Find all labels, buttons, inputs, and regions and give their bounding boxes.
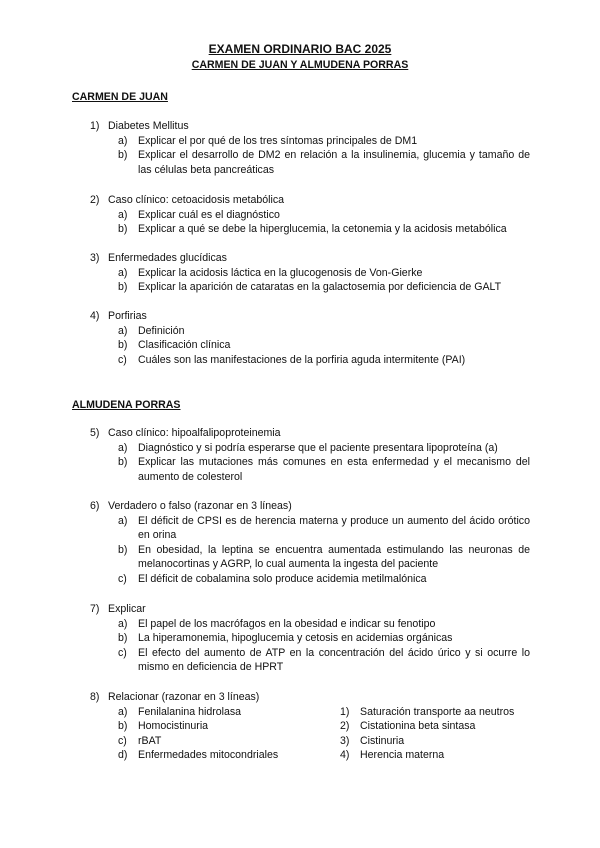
question-title: Explicar	[108, 603, 146, 615]
item-text: Homocistinuria	[138, 720, 209, 733]
item-letter: a)	[118, 208, 128, 221]
item-text: Definición	[138, 324, 185, 337]
item-letter: c)	[118, 572, 127, 585]
item-text: Explicar la aparición de cataratas en la galactosemia por deficiencia de GALT	[138, 281, 502, 294]
list-item	[118, 543, 530, 572]
section-almudena-porras: ALMUDENA PORRAS	[72, 399, 181, 411]
section-carmen-de-juan: CARMEN DE JUAN	[72, 91, 168, 103]
item-letter: b)	[118, 149, 128, 162]
exam-subtitle: CARMEN DE JUAN Y ALMUDENA PORRAS	[191, 59, 409, 71]
list-item	[118, 280, 530, 295]
list-item	[118, 148, 530, 177]
question-5	[90, 426, 530, 484]
item-number: 2)	[340, 720, 350, 733]
question-8	[90, 690, 530, 763]
item-letter: c)	[118, 353, 127, 366]
item-text: Cistationina beta sintasa	[360, 720, 476, 733]
question-6	[90, 499, 530, 587]
list-item	[340, 705, 530, 720]
list-item	[340, 748, 530, 763]
list-item	[118, 441, 530, 456]
item-text: Explicar la acidosis láctica en la glucogenosis de Von-Gierke	[138, 266, 423, 279]
item-text: Diagnóstico y si podría esperarse que el paciente presentara lipoproteína (a)	[138, 441, 498, 454]
item-letter: b)	[118, 543, 128, 556]
item-text: El efecto del aumento de ATP en la concentración del ácido úrico y si ocurre lo mismo en deficiencia de HPRT	[138, 646, 530, 674]
list-item	[118, 572, 530, 587]
item-text: Explicar cuál es el diagnóstico	[138, 208, 280, 221]
question-number: 4)	[90, 310, 100, 322]
question-number: 5)	[90, 427, 100, 439]
item-letter: d)	[118, 749, 128, 762]
item-text: Explicar el por qué de los tres síntomas principales de DM1	[138, 134, 418, 147]
list-item	[118, 734, 340, 749]
list-item	[118, 266, 530, 281]
list-item	[118, 222, 530, 237]
item-letter: c)	[118, 734, 127, 747]
list-item	[118, 705, 340, 720]
item-letter: b)	[118, 339, 128, 352]
item-letter: c)	[118, 646, 127, 659]
question-number: 1)	[90, 120, 100, 132]
list-item	[118, 455, 530, 484]
item-letter: a)	[118, 266, 128, 279]
item-text: La hiperamonemia, hipoglucemia y cetosis en acidemias orgánicas	[138, 632, 453, 645]
question-7	[90, 602, 530, 675]
item-letter: a)	[118, 514, 128, 527]
item-letter: b)	[118, 456, 128, 469]
matching-left-column	[118, 705, 340, 763]
item-text: rBAT	[138, 734, 162, 747]
item-text: Saturación transporte aa neutros	[360, 705, 515, 718]
item-letter: a)	[118, 134, 128, 147]
item-letter: a)	[118, 441, 128, 454]
list-item	[118, 134, 530, 149]
item-letter: b)	[118, 223, 128, 236]
question-title: Caso clínico: cetoacidosis metabólica	[108, 194, 285, 206]
list-item	[340, 734, 530, 749]
item-text: Fenilalanina hidrolasa	[138, 705, 242, 718]
question-number: 3)	[90, 252, 100, 264]
list-item	[118, 324, 530, 339]
list-item	[118, 719, 340, 734]
item-text: El déficit de CPSI es de herencia materna y produce un aumento del ácido orótico en orina	[138, 514, 530, 542]
question-2	[90, 193, 530, 237]
item-number: 4)	[340, 749, 350, 762]
item-text: El papel de los macrófagos en la obesidad e indicar su fenotipo	[138, 617, 436, 630]
item-letter: a)	[118, 705, 128, 718]
item-letter: a)	[118, 324, 128, 337]
question-number: 6)	[90, 500, 100, 512]
item-text: Explicar las mutaciones más comunes en esta enfermedad y el mecanismo del aumento de colesterol	[138, 456, 530, 483]
question-title: Caso clínico: hipoalfalipoproteinemia	[108, 427, 281, 439]
question-number: 7)	[90, 603, 100, 615]
list-item	[118, 514, 530, 543]
question-number: 8)	[90, 691, 100, 703]
item-number: 3)	[340, 734, 350, 747]
item-text: Clasificación clínica	[138, 339, 231, 352]
list-item	[118, 208, 530, 223]
list-item	[118, 353, 530, 368]
question-title: Diabetes Mellitus	[108, 120, 189, 132]
item-text: El déficit de cobalamina solo produce acidemia metilmalónica	[138, 572, 427, 585]
question-title: Porfirias	[108, 310, 147, 322]
item-letter: a)	[118, 617, 128, 630]
list-item	[118, 748, 340, 763]
item-text: Cistinuria	[360, 734, 405, 747]
item-text: Explicar el desarrollo de DM2 en relación a la insulinemia, glucemia y tamaño de las células beta pancreáticas	[138, 149, 530, 176]
item-text: Enfermedades mitocondriales	[138, 749, 279, 762]
item-letter: b)	[118, 720, 128, 733]
list-item	[118, 631, 530, 646]
item-letter: b)	[118, 632, 128, 645]
question-number: 2)	[90, 194, 100, 206]
question-3	[90, 251, 530, 295]
list-item	[118, 617, 530, 632]
matching-table	[118, 705, 530, 763]
list-item	[118, 646, 530, 675]
list-item	[340, 719, 530, 734]
item-letter: b)	[118, 281, 128, 294]
exam-title: EXAMEN ORDINARIO BAC 2025	[208, 42, 392, 56]
item-text: Explicar a qué se debe la hiperglucemia, la cetonemia y la acidosis metabólica	[138, 223, 507, 236]
question-4	[90, 309, 530, 367]
question-1	[90, 119, 530, 177]
item-number: 1)	[340, 705, 350, 718]
question-title: Verdadero o falso (razonar en 3 líneas)	[108, 500, 292, 512]
question-title: Relacionar (razonar en 3 líneas)	[108, 691, 260, 703]
item-text: Herencia materna	[360, 749, 445, 762]
matching-right-column	[340, 705, 530, 763]
item-text: En obesidad, la leptina se encuentra aumentada estimulando las neuronas de melanocortinas y AGRP, lo cual aumenta la ingesta del paciente	[138, 543, 530, 571]
item-text: Cuáles son las manifestaciones de la porfiria aguda intermitente (PAI)	[138, 353, 466, 366]
question-title: Enfermedades glucídicas	[108, 252, 227, 264]
list-item	[118, 338, 530, 353]
